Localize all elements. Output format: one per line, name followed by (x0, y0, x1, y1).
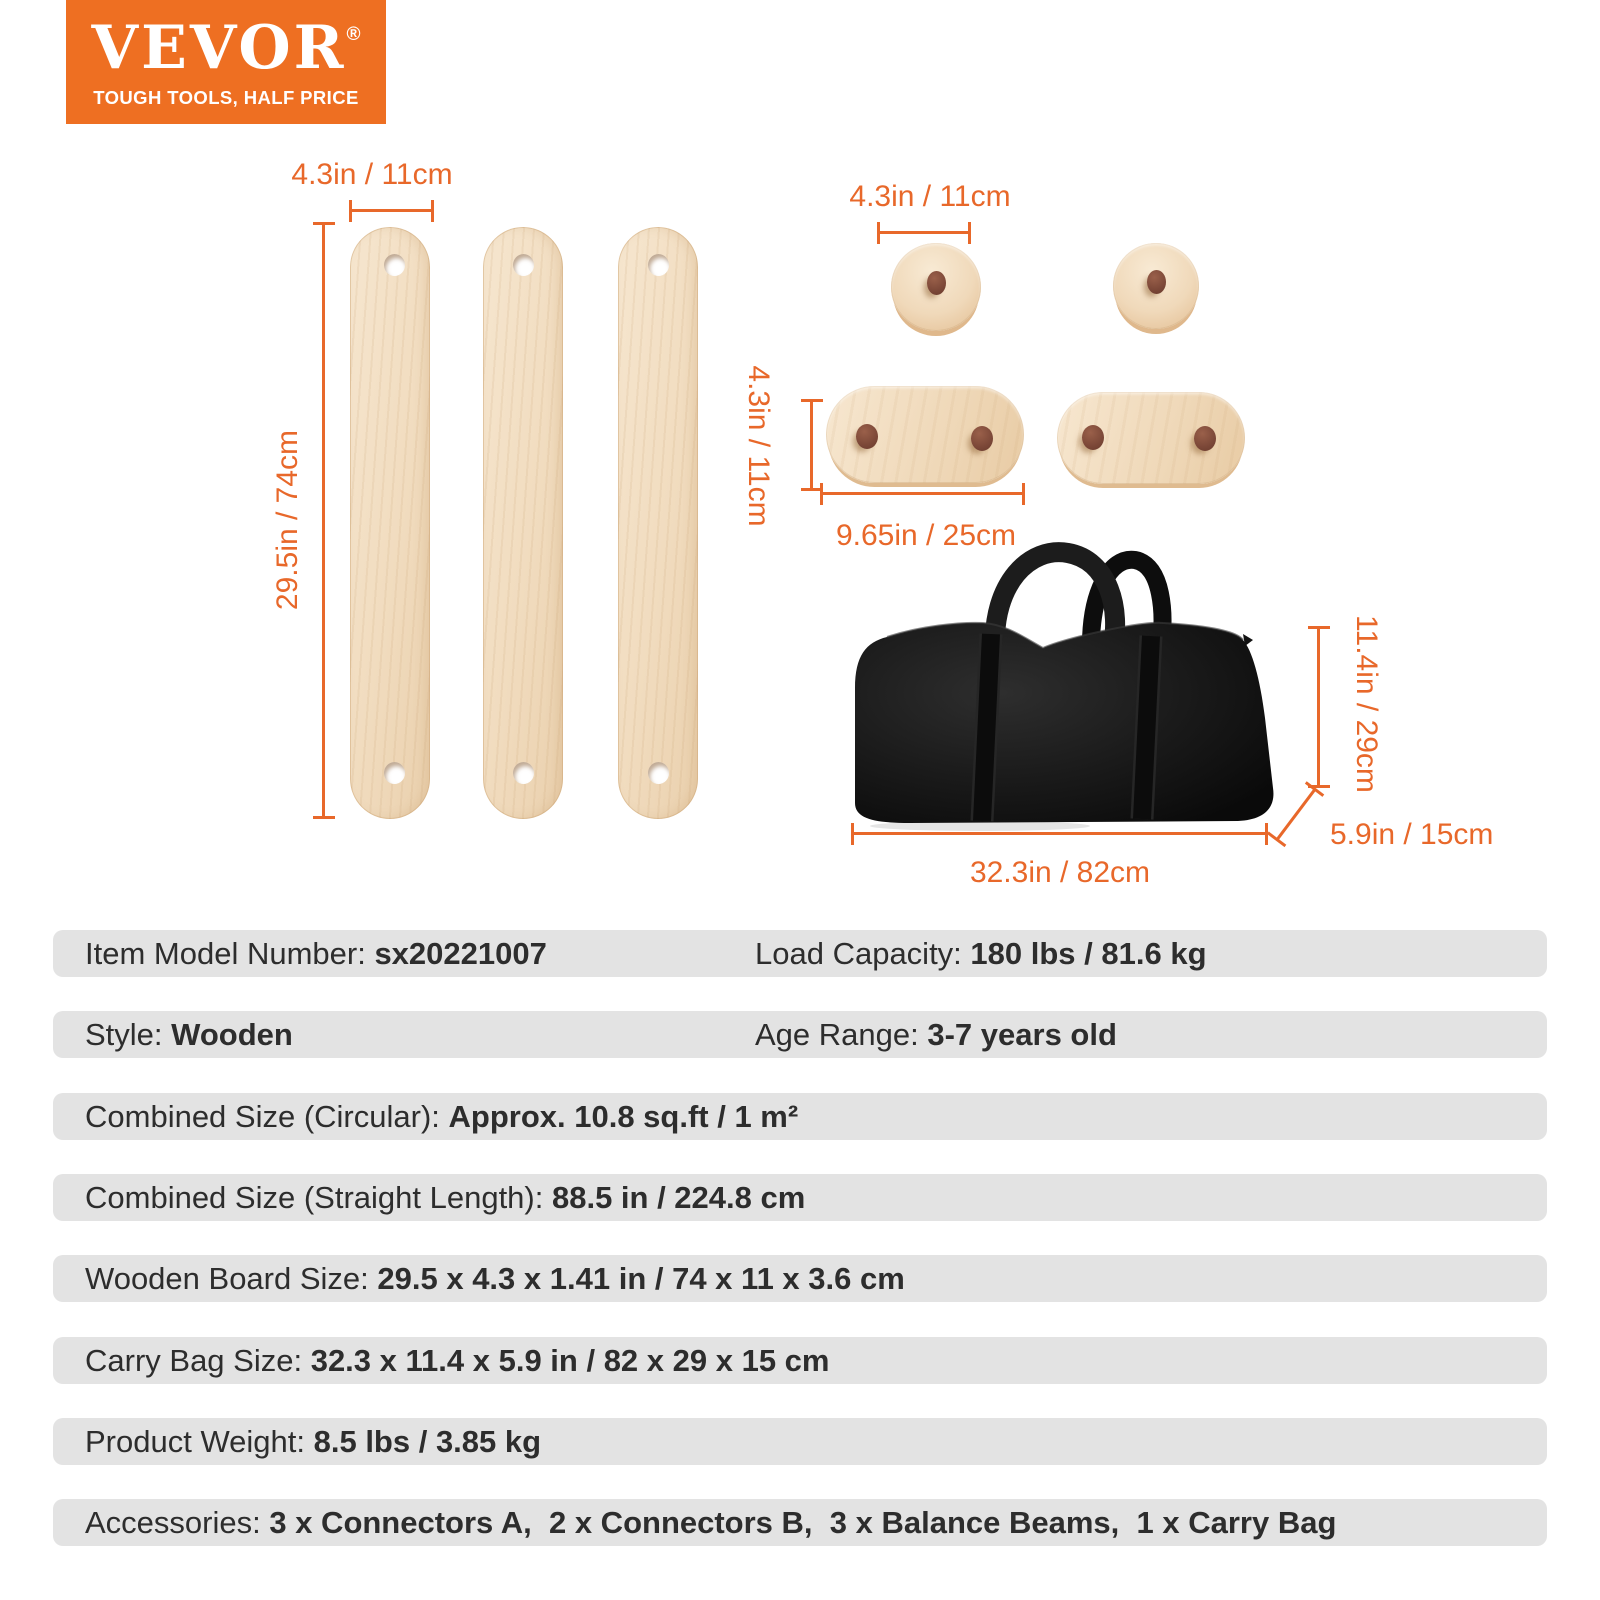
spec-value: Wooden (171, 1017, 293, 1052)
connector-b-2 (1057, 392, 1245, 484)
dim-label-board-length: 29.5in / 74cm (271, 429, 304, 611)
spec-cell (755, 930, 1207, 977)
spec-row-bag-size (53, 1337, 1547, 1384)
dim-label-board-width: 4.3in / 11cm (291, 158, 453, 191)
board-hole (513, 762, 534, 784)
spec-label: Load Capacity: (755, 936, 971, 971)
dim-label-bag-depth: 5.9in / 15cm (1330, 818, 1494, 851)
dim-label-connector-a-diameter: 4.3in / 11cm (849, 180, 1011, 213)
dim-label-bag-length: 32.3in / 82cm (969, 856, 1151, 889)
spec-cell (85, 1093, 798, 1140)
spec-row-model-load (53, 930, 1547, 977)
board-hole (513, 254, 534, 276)
spec-cell (85, 930, 547, 977)
board-hole (384, 762, 405, 784)
connector-peg (1194, 426, 1216, 451)
dim-line-board-length (322, 223, 325, 818)
spec-cell (85, 1337, 829, 1384)
connector-peg (1147, 270, 1166, 294)
connector-peg (1082, 425, 1104, 450)
spec-value: Approx. 10.8 sq.ft / 1 m² (448, 1099, 799, 1134)
spec-row-combined-straight (53, 1174, 1547, 1221)
registered-mark: ® (346, 23, 361, 45)
connector-b-1 (826, 386, 1024, 483)
dim-label-connector-b-length: 9.65in / 25cm (835, 519, 1017, 552)
balance-beam-board-2 (483, 227, 563, 819)
connector-peg (927, 271, 946, 295)
spec-row-combined-circular (53, 1093, 1547, 1140)
spec-label: Combined Size (Straight Length): (85, 1180, 552, 1215)
connector-a-2 (1113, 243, 1199, 329)
spec-value: 3 x Connectors A, 2 x Connectors B, 3 x Balance Beams, 1 x Carry Bag (269, 1505, 1337, 1540)
spec-value: 3-7 years old (927, 1017, 1117, 1052)
spec-cell (85, 1011, 293, 1058)
spec-label: Wooden Board Size: (85, 1261, 378, 1296)
spec-cell (85, 1255, 905, 1302)
dim-line-bag-height (1317, 627, 1320, 787)
spec-label: Item Model Number: (85, 936, 375, 971)
spec-value: 32.3 x 11.4 x 5.9 in / 82 x 29 x 15 cm (310, 1343, 830, 1378)
dim-label-bag-height: 11.4in / 29cm (1350, 615, 1383, 793)
brand-name (91, 12, 361, 83)
spec-label: Product Weight: (85, 1424, 314, 1459)
connector-peg (971, 426, 993, 451)
connector-a-1 (891, 243, 981, 331)
spec-label: Style: (85, 1017, 172, 1052)
dim-line-connector-b-height (810, 400, 813, 490)
dim-line-connector-a-diameter (878, 231, 970, 234)
spec-value: sx20221007 (374, 936, 547, 971)
spec-cell (85, 1418, 541, 1465)
dim-line-board-width (350, 209, 433, 212)
spec-label: Age Range: (755, 1017, 928, 1052)
spec-label: Accessories: (85, 1505, 270, 1540)
carry-bag-image (840, 538, 1290, 834)
board-hole (384, 254, 405, 276)
board-hole (648, 254, 669, 276)
spec-value: 88.5 in / 224.8 cm (551, 1180, 806, 1215)
spec-row-weight (53, 1418, 1547, 1465)
dim-line-bag-length (852, 832, 1267, 835)
spec-value: 180 lbs / 81.6 kg (970, 936, 1207, 971)
spec-label: Carry Bag Size: (85, 1343, 311, 1378)
spec-cell (85, 1499, 1336, 1546)
spec-cell (755, 1011, 1117, 1058)
spec-label: Combined Size (Circular): (85, 1099, 449, 1134)
spec-value: 29.5 x 4.3 x 1.41 in / 74 x 11 x 3.6 cm (377, 1261, 905, 1296)
balance-beam-board-1 (350, 227, 430, 819)
dim-line-connector-b-length (821, 492, 1024, 495)
vevor-logo (66, 0, 386, 124)
spec-row-style-age (53, 1011, 1547, 1058)
balance-beam-board-3 (618, 227, 698, 819)
connector-peg (856, 424, 878, 449)
spec-row-accessories (53, 1499, 1547, 1546)
spec-cell (85, 1174, 805, 1221)
dim-label-connector-b-height: 4.3in / 11cm (742, 365, 775, 527)
brand-text: VEVOR (91, 12, 347, 83)
spec-value: 8.5 lbs / 3.85 kg (313, 1424, 542, 1459)
board-hole (648, 762, 669, 784)
spec-row-board-size (53, 1255, 1547, 1302)
brand-tagline: TOUGH TOOLS, HALF PRICE (93, 86, 359, 108)
